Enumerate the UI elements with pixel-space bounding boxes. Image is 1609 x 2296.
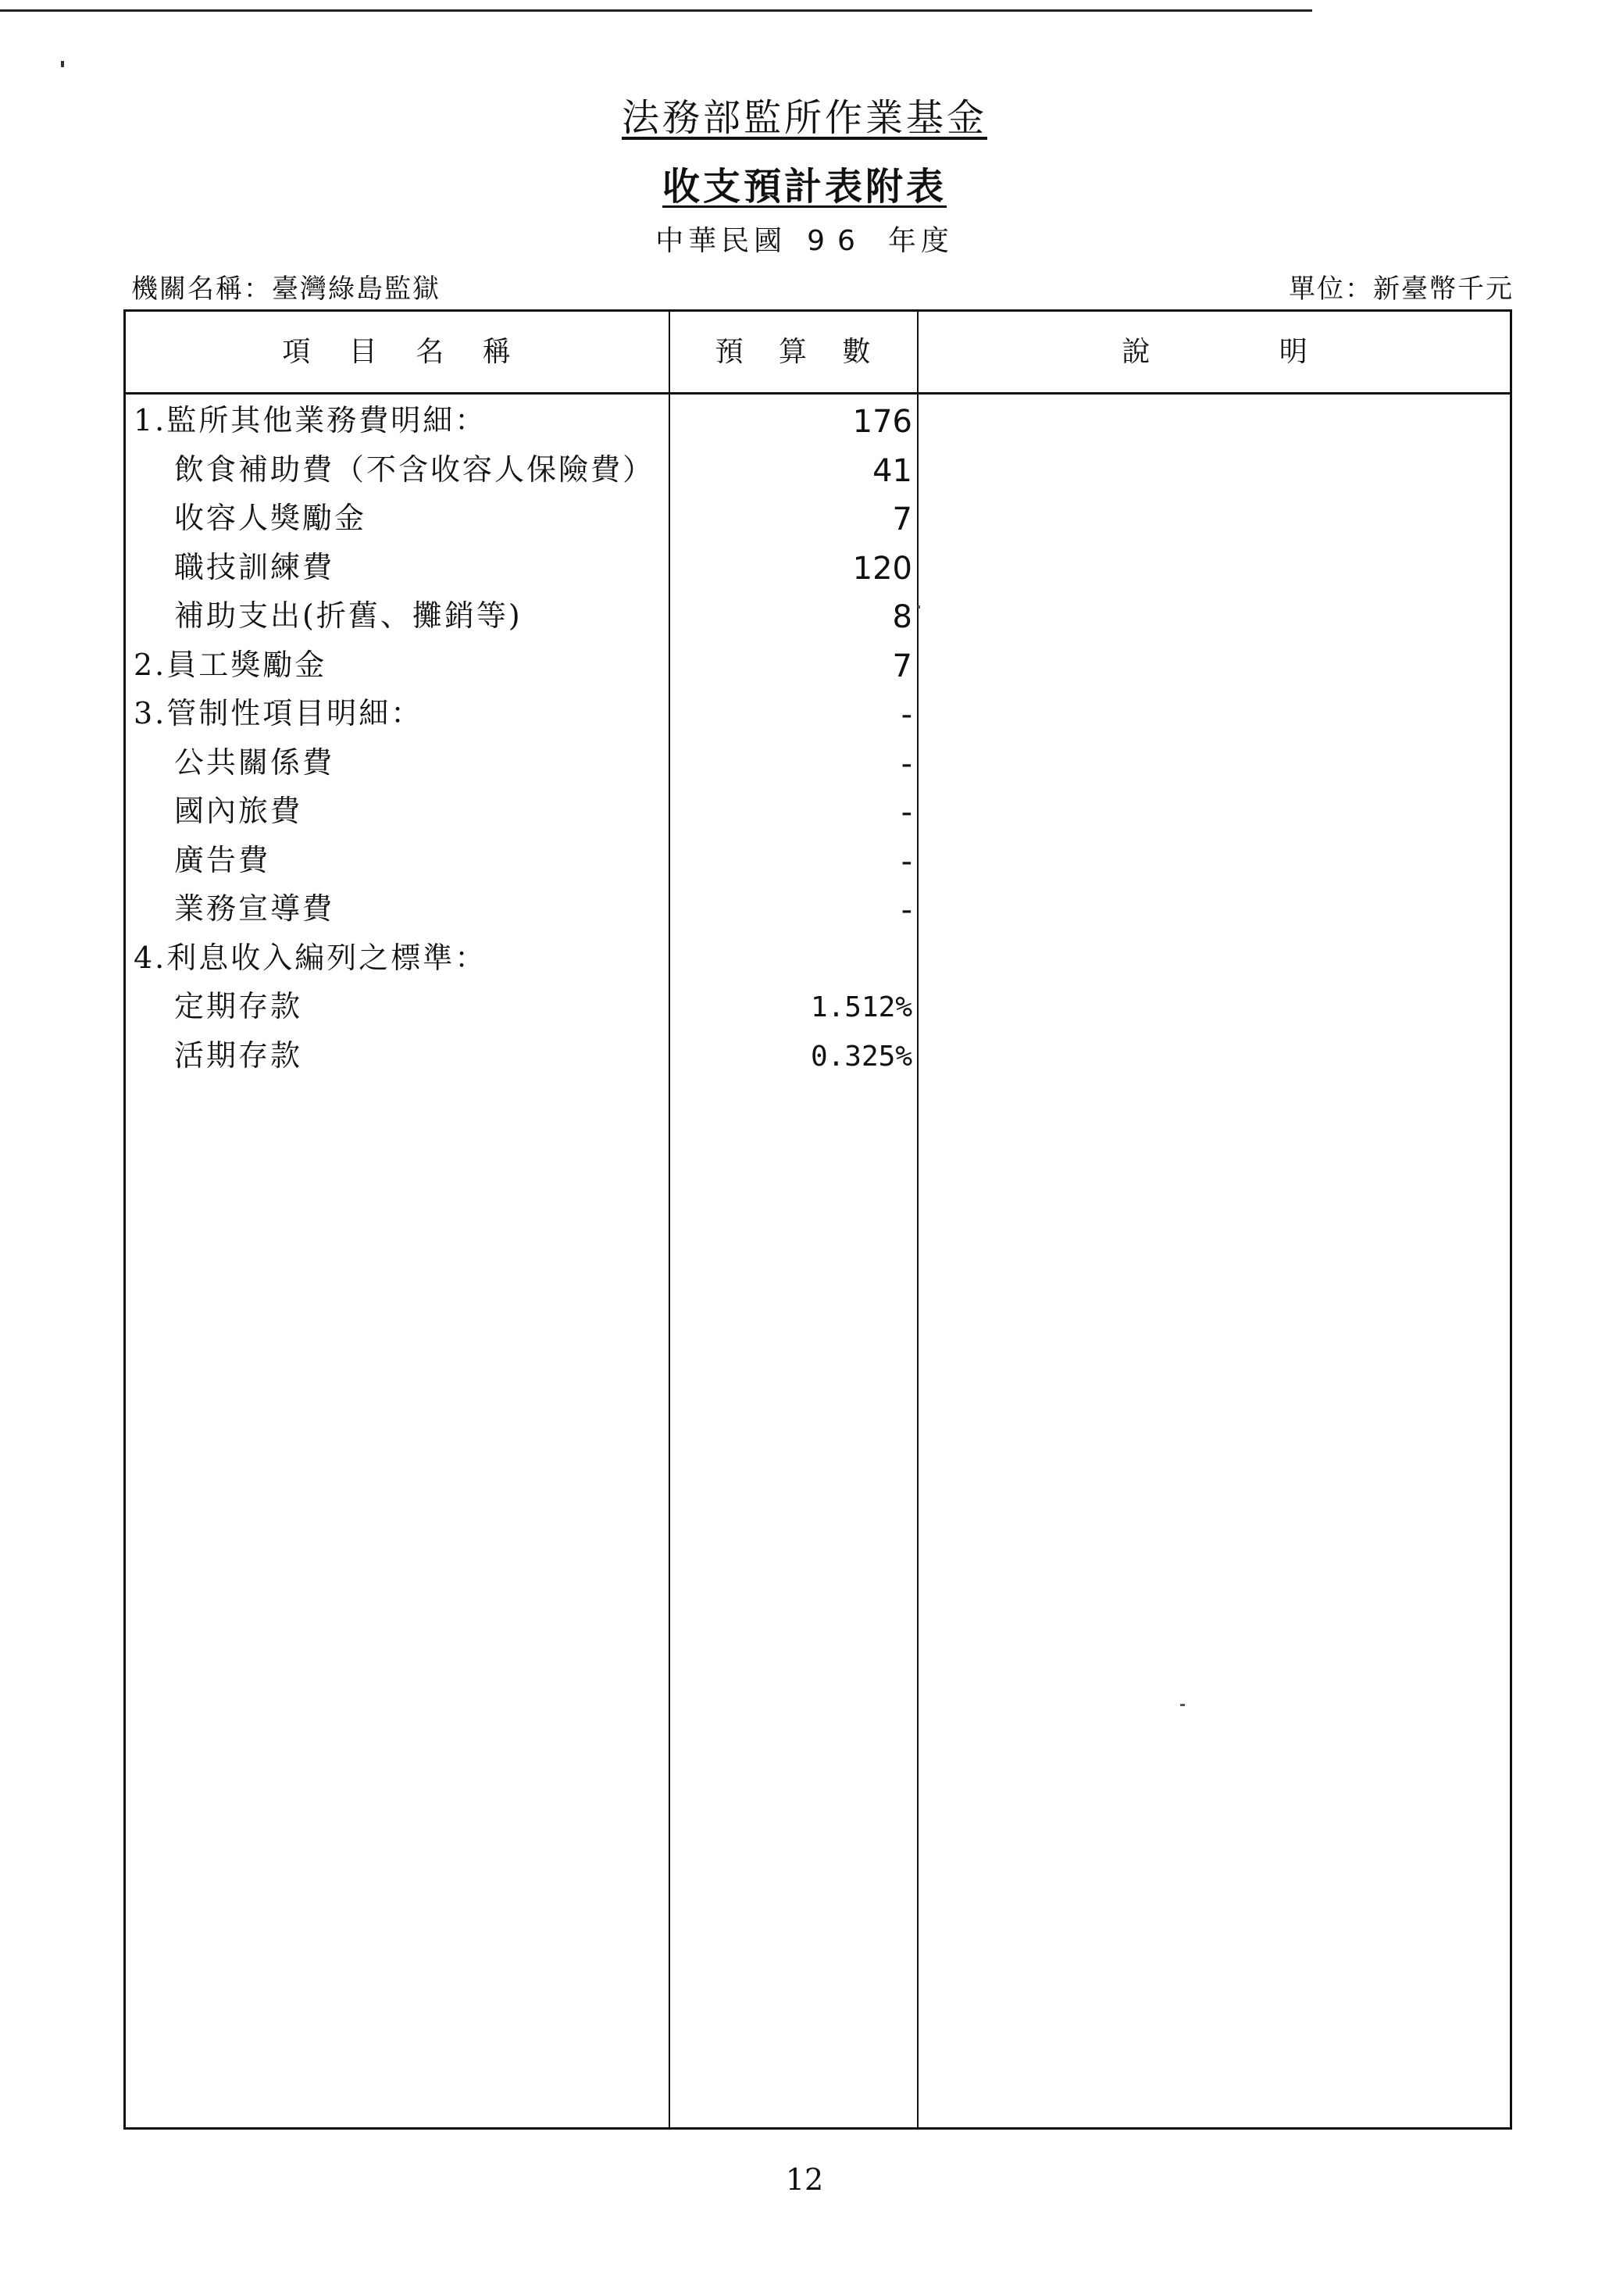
row-item-name: 定期存款 (174, 989, 303, 1023)
table-body (126, 396, 1510, 1080)
row-item-name: 飲食補助費（不含收容人保險費） (174, 452, 655, 487)
row-item-name: 職技訓練費 (174, 549, 335, 584)
table-row (126, 591, 1510, 641)
row-item-name: 補助支出(折舊、攤銷等) (174, 598, 523, 633)
row-item-name: 業務宣導費 (174, 891, 335, 926)
row-item-name: 4.利息收入編列之標準： (134, 940, 487, 975)
column-header-budget: 預 算 數 (715, 336, 872, 368)
document-title: 法務部監所作業基金 (621, 96, 987, 140)
scan-speck (61, 61, 64, 67)
year-suffix: 年度 (887, 225, 954, 257)
table-row (126, 641, 1510, 690)
row-item-name: 廣告費 (174, 842, 271, 877)
budget-table (123, 309, 1512, 2130)
header-divider (126, 392, 1510, 395)
table-row (126, 543, 1510, 592)
page-number: 12 (785, 2162, 824, 2197)
row-item-name: 公共關係費 (174, 745, 335, 780)
table-row (126, 396, 1510, 445)
table-row (126, 445, 1510, 495)
table-row (126, 494, 1510, 543)
column-header-description: 說 明 (1122, 336, 1309, 368)
row-budget-amount: 1.512% (810, 991, 912, 1023)
row-budget-amount: 176 (852, 404, 912, 440)
table-row (126, 689, 1510, 738)
row-budget-amount: - (901, 794, 912, 830)
scan-speck (918, 605, 920, 609)
currency-unit: 單位：新臺幣千元 (1289, 273, 1514, 305)
row-budget-amount: - (901, 745, 912, 782)
row-item-name: 國內旅費 (174, 794, 303, 828)
year-prefix: 中華民國 (655, 225, 787, 257)
row-budget-amount: - (901, 843, 912, 880)
row-item-name: 1.監所其他業務費明細： (134, 403, 487, 437)
row-budget-amount: - (901, 892, 912, 928)
row-item-name: 收容人獎勵金 (174, 501, 367, 535)
top-border-line (0, 9, 1312, 12)
row-budget-amount: 120 (852, 550, 912, 587)
table-row (126, 738, 1510, 787)
row-budget-amount: 7 (892, 502, 912, 537)
row-budget-amount: 7 (892, 648, 912, 684)
fiscal-year (0, 219, 1609, 259)
row-budget-amount: 8 (892, 599, 912, 635)
year-number: 96 (807, 225, 868, 257)
row-budget-amount: 41 (872, 452, 912, 489)
column-header-item-name: 項 目 名 稱 (282, 336, 512, 368)
table-row (126, 787, 1510, 836)
row-item-name: 活期存款 (174, 1037, 303, 1073)
row-budget-amount: 0.325% (810, 1040, 912, 1073)
agency-name: 機關名稱：臺灣綠島監獄 (131, 273, 441, 305)
row-budget-amount: - (901, 697, 912, 733)
row-item-name: 3.管制性項目明細： (134, 696, 423, 730)
table-row (126, 836, 1510, 885)
scan-speck (1180, 1704, 1185, 1706)
table-row (126, 982, 1510, 1031)
table-row (126, 884, 1510, 934)
row-item-name: 2.員工獎勵金 (134, 647, 327, 682)
table-row (126, 1031, 1510, 1080)
table-row (126, 934, 1510, 983)
row-budget-amount (670, 934, 912, 983)
document-subtitle: 收支預計表附表 (662, 165, 947, 209)
